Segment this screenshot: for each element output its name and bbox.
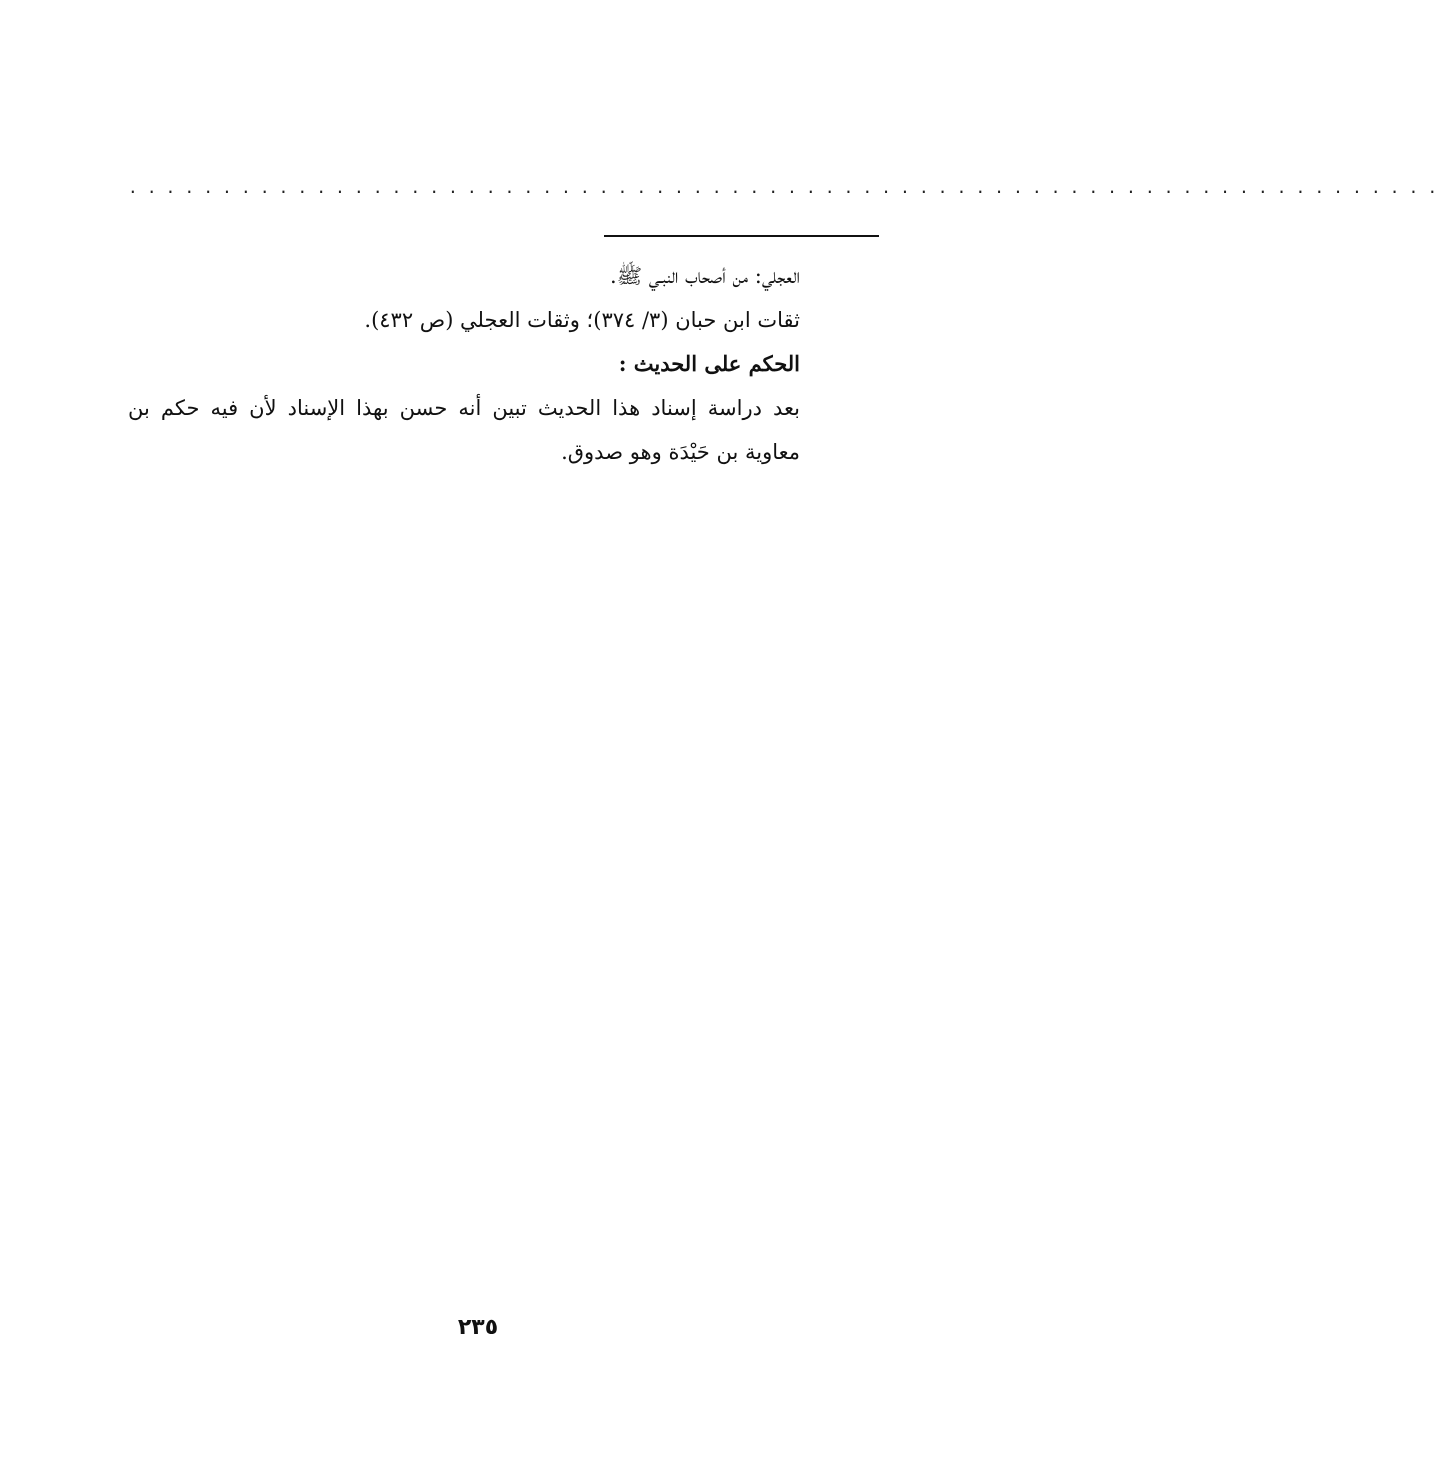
text-block [128,254,800,474]
page-number: ٢٣٥ [457,1315,499,1340]
section-heading: الحكم على الحديث : [618,351,800,376]
ruling-paragraph: بعد دراسة إسناد هذا الحديث تبين أنه حسن بهذا الإسناد لأن فيه حكم بن معاوية بن حَيْدَة وهو صدوق. [128,396,800,464]
dotted-separator: ...................................................................... [128,178,1446,197]
footnote-line-2: ثقات ابن حبان (٣/ ٣٧٤)؛ وثقات العجلي (ص ٤٣٢). [364,308,800,332]
footnote-line-1: العجلي: من أصحاب النبـي ﷺ. [610,264,800,288]
footnote-rule [604,235,879,237]
